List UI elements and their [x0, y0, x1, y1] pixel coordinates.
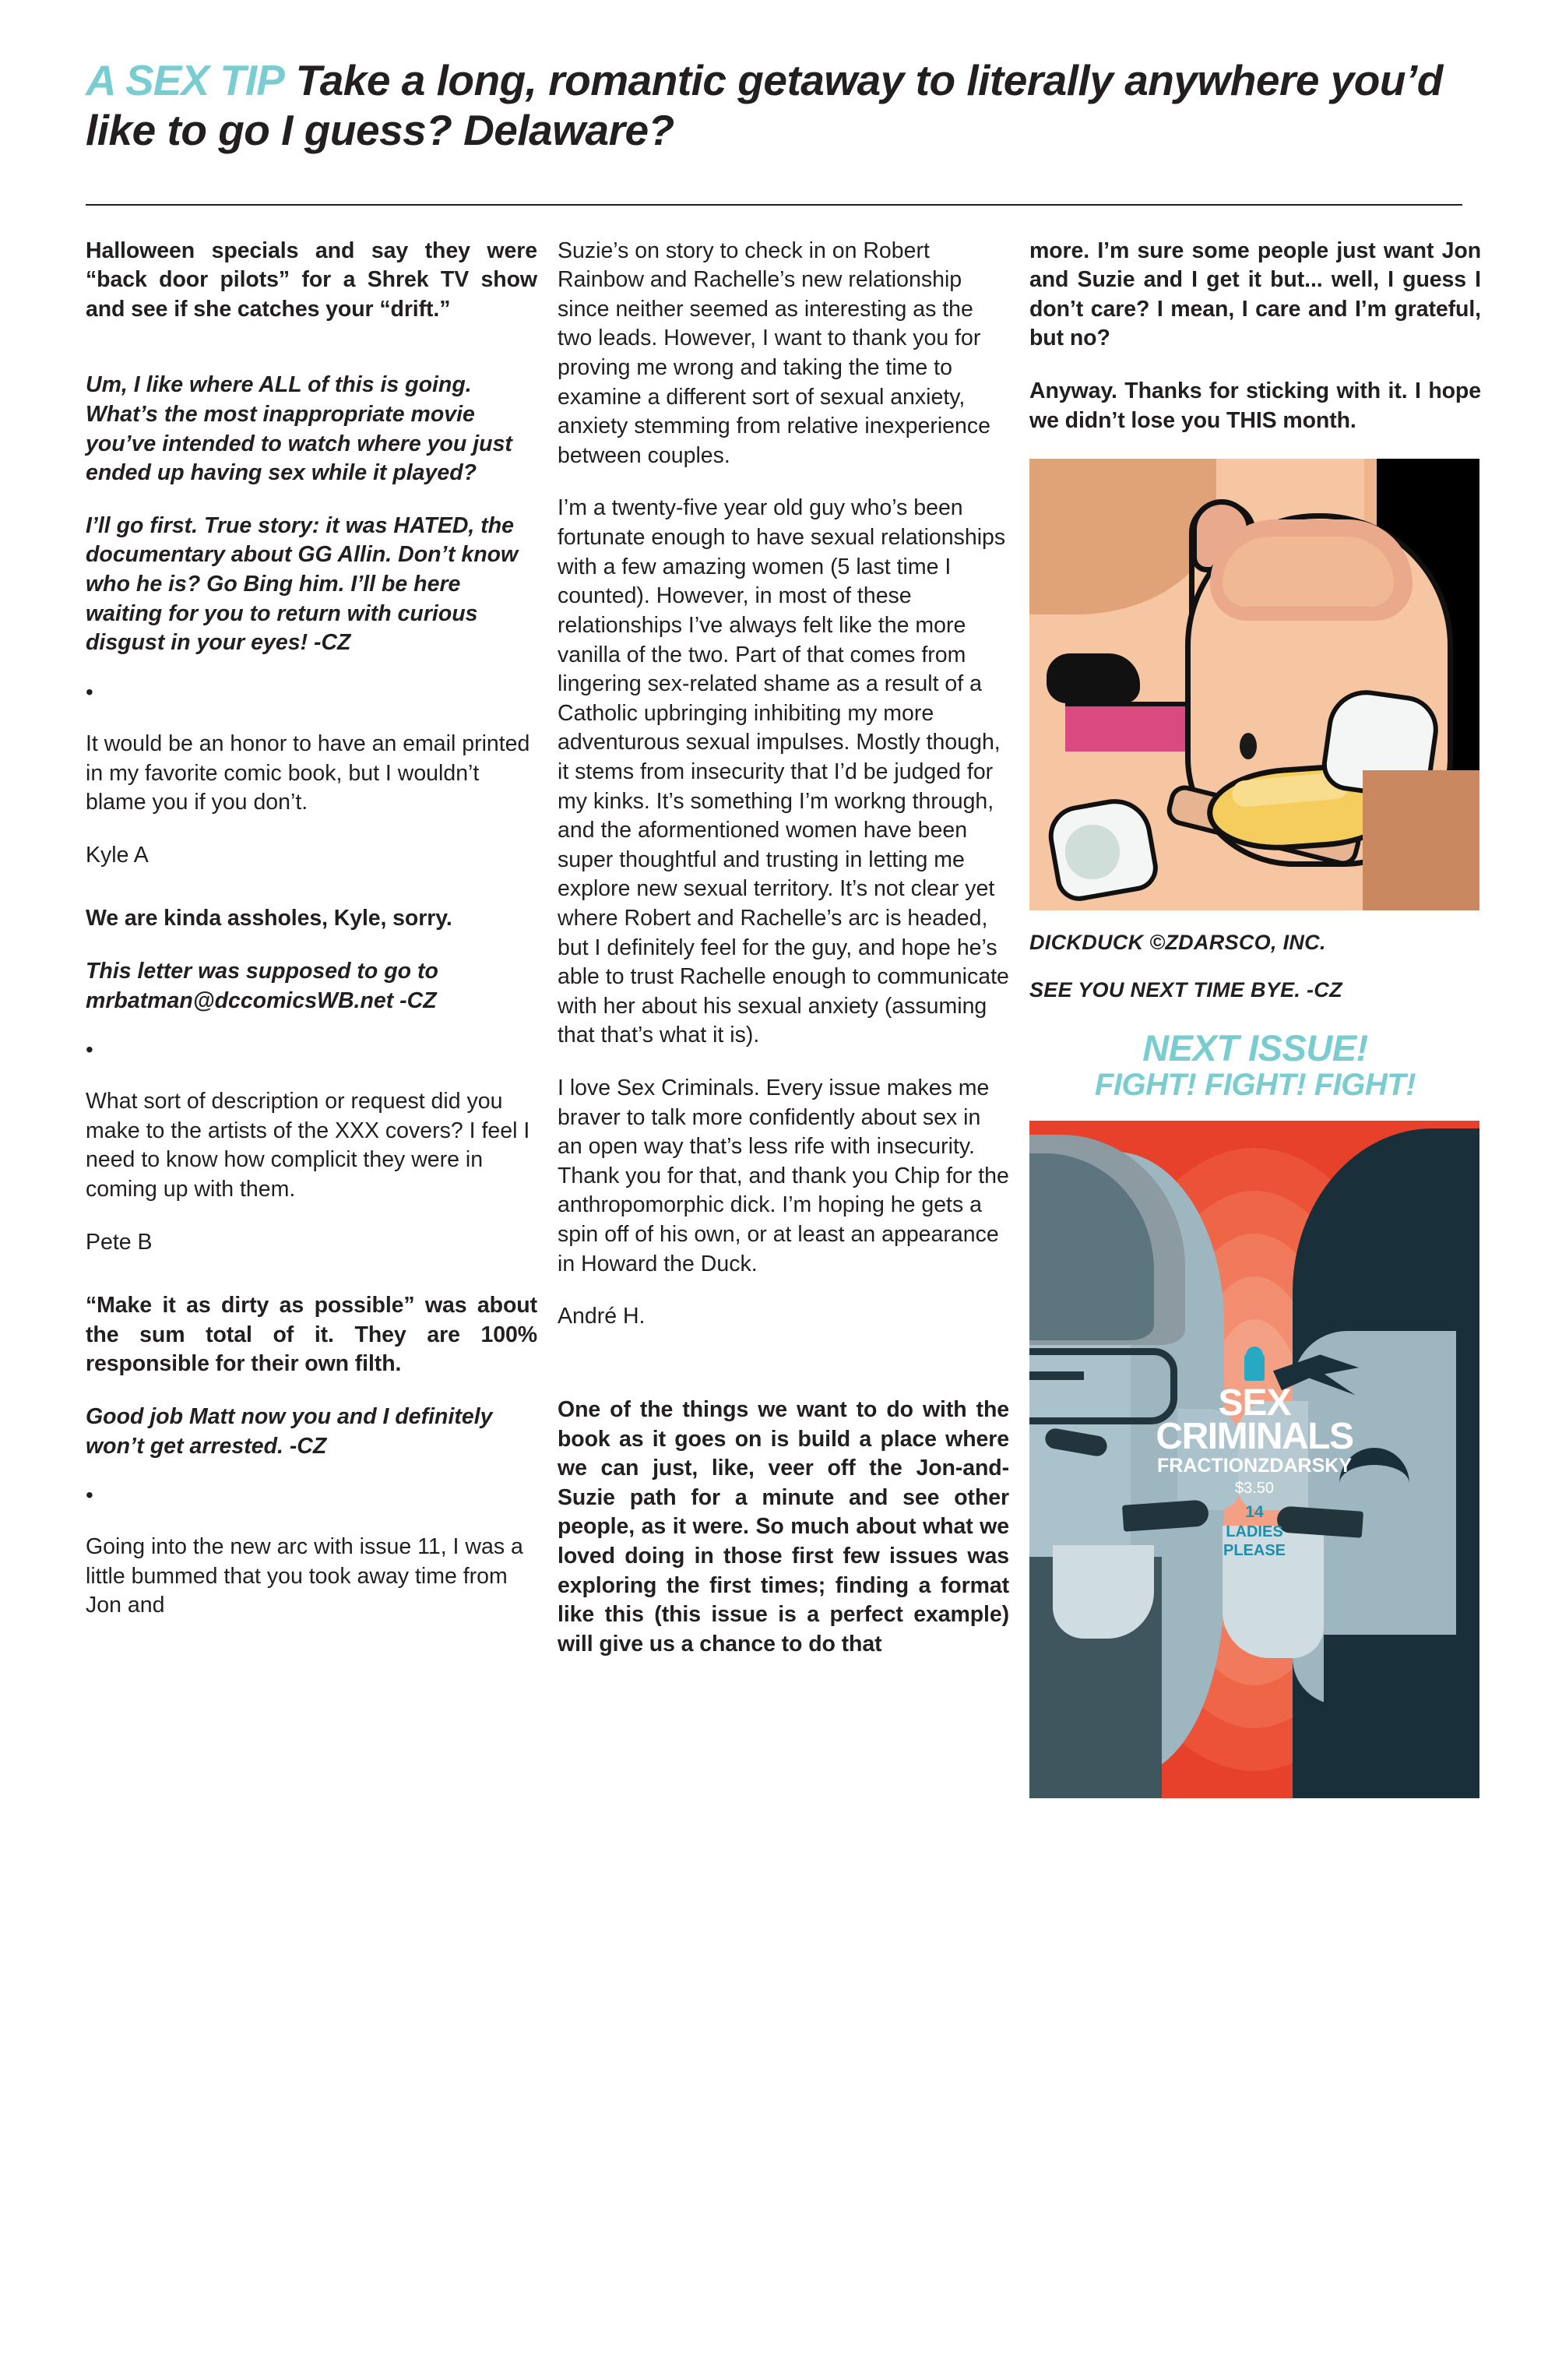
paragraph-spacer — [86, 1280, 537, 1291]
sex-tip-label: A SEX TIP — [86, 56, 284, 104]
editor-reply-paragraph: Anyway. Thanks for sticking with it. I hope we didn’t lose you THIS month. — [1029, 378, 1481, 433]
paragraph-spacer — [558, 1355, 1009, 1396]
column-1 — [86, 237, 537, 1645]
dickduck-illustration — [1029, 459, 1479, 910]
cover-tagline-line-2: PLEASE — [1223, 1542, 1286, 1560]
editor-reply-paragraph: One of the things we want to do with the book as it goes on is build a place where we can just, like, veer off the Jon-and-Suzie path for a minute and see other people, as it were. So much about what we loved doing in those first few issues was exploring the first times; finding a format like this (this issue is a perfect example) will give us a chance to do that — [558, 1396, 1009, 1656]
page-header — [0, 0, 1548, 156]
cover-title-line-2: CRIMINALS — [1156, 1415, 1353, 1457]
letter-signature: Kyle A — [86, 842, 149, 868]
duck-art-shadow — [1363, 770, 1479, 910]
cover-price: $3.50 — [1234, 1479, 1275, 1497]
letter-paragraph: I’m a twenty-five year old guy who’s been fortunate enough to have sexual relationships with a few amazing women (5 last time I counted). However, in most of these relationships I’ve always felt like the more vanilla of the two. Part of that comes from lingering sex-related shame as a result of a Catholic upbringing inhibiting my more adventurous sexual impulses. Mostly though, it stems from insecurity that I’d be judged for my kinks. It’s something I’m workng through, and the aformentioned women have been super thoughtful and trusting in letting me explore new sexual territory. It’s not clear yet where Robert and Rachelle’s arc is headed, but I definitely feel for the guy, and hope he’s able to trust Rachelle enough to communicate with her about his sexual anxiety (assuming that that’s what it is). — [558, 495, 1009, 1048]
next-issue-cover-preview[interactable] — [1029, 1121, 1479, 1798]
letters-columns — [0, 206, 1548, 1799]
section-bullet: • — [86, 1483, 93, 1508]
duck-art-torso-highlight — [1223, 537, 1394, 607]
paragraph-spacer — [86, 893, 537, 904]
next-issue-heading — [1029, 1029, 1481, 1102]
duck-art-glove-shade — [1065, 825, 1120, 879]
letter-paragraph: What sort of description or request did you make to the artists of the XXX covers? I feel I need to know how complicit they were in coming up with them. — [86, 1089, 530, 1202]
letter-paragraph: Suzie’s on story to check in on Robert Rainbow and Rachelle’s new relationship since neither seemed as interesting as the two leads. However, I want to thank you for proving me wrong and taking the time to examine a different sort of sexual anxiety, anxiety stemming from relative inexperience between couples. — [558, 238, 990, 468]
editor-reply-paragraph: This letter was supposed to go to mrbatman@dccomicsWB.net -CZ — [86, 958, 438, 1013]
sex-tip-text: Take a long, romantic getaway to literally anywhere you’d like to go I guess? Delaware? — [86, 56, 1443, 154]
editor-reply-paragraph: “Make it as dirty as possible” was about the sum total of it. They are 100% responsible for their own filth. — [86, 1293, 537, 1377]
editor-reply-paragraph: Good job Matt now you and I definitely won’t get arrested. -CZ — [86, 1404, 493, 1459]
paragraph-spacer — [86, 347, 537, 371]
duck-art-eye — [1240, 733, 1257, 759]
editor-signoff: SEE YOU NEXT TIME BYE. -CZ — [1029, 978, 1342, 1002]
next-issue-line-2: FIGHT! FIGHT! FIGHT! — [1094, 1067, 1416, 1102]
column-3 — [1029, 237, 1481, 1799]
editor-reply-paragraph: We are kinda assholes, Kyle, sorry. — [86, 906, 452, 931]
section-bullet: • — [86, 679, 93, 704]
letter-paragraph: I love Sex Criminals. Every issue makes me braver to talk more confidently about sex in an open way that’s less rife with insecurity. Thank you for that, and thank you Chip for the anthropomorphic dick. I’m hoping he gets a spin off of his own, or at least an appearance in Howard the Duck. — [558, 1076, 1009, 1276]
image-comics-logo-icon — [1244, 1354, 1265, 1381]
cover-tagline-line-1: LADIES — [1226, 1523, 1283, 1541]
cover-logo-block — [1138, 1354, 1371, 1560]
cover-right-neck — [1324, 1635, 1479, 1798]
glasses-temple-icon — [1029, 1371, 1084, 1380]
letter-paragraph: Halloween specials and say they were “back door pilots” for a Shrek TV show and see if she catches your “drift.” — [86, 238, 537, 322]
editor-reply-paragraph: I’ll go first. True story: it was HATED, the documentary about GG Allin. Don’t know who he is? Go Bing him. I’ll be here waiting for you to return with curious disgust in your eyes! -CZ — [86, 512, 519, 656]
letter-paragraph: It would be an honor to have an email printed in my favorite comic book, but I wouldn’t blame you if you don’t. — [86, 731, 530, 815]
next-issue-line-1: NEXT ISSUE! — [1142, 1027, 1368, 1069]
editor-reply-paragraph: Um, I like where ALL of this is going. What’s the most inappropriate movie you’ve intended to watch where you just ended up having sex while it played? — [86, 372, 512, 486]
column-2 — [558, 237, 1009, 1683]
letter-paragraph: Going into the new arc with issue 11, I was a little bummed that you took away time from Jon and — [86, 1534, 523, 1618]
duck-art-hair-shape — [1047, 653, 1140, 703]
letter-signature: Pete B — [86, 1229, 153, 1255]
sex-tip-headline — [86, 56, 1462, 156]
artwork-credit: DICKDUCK ©ZDARSCO, INC. — [1029, 931, 1326, 955]
cover-creator-credits: FRACTIONZDARSKY — [1157, 1454, 1352, 1477]
section-bullet: • — [86, 1037, 93, 1062]
cover-issue-number: 14 — [1245, 1502, 1264, 1521]
cover-title-line-1: SEX — [1218, 1382, 1291, 1424]
editor-reply-paragraph: more. I’m sure some people just want Jon and Suzie and I get it but... well, I guess I don’t care? I mean, I care and I’m grateful, but no? — [1029, 238, 1481, 351]
letter-signature: André H. — [558, 1304, 646, 1329]
